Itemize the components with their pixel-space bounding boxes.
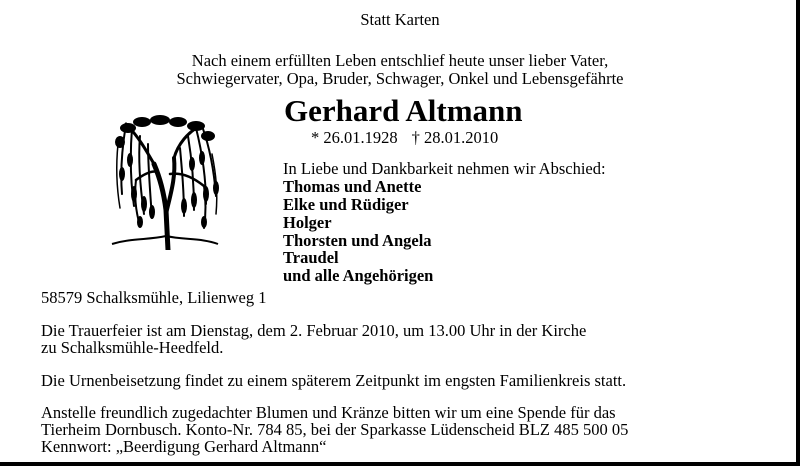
deceased-name: Gerhard Altmann [284, 93, 523, 128]
mourner-name: Thomas und Anette [283, 177, 422, 196]
donation-line-1: Anstelle freundlich zugedachter Blumen und Kränze bitten wir um eine Spende für das [41, 403, 616, 422]
mourner-name: und alle Angehörigen [283, 266, 434, 285]
intro-line-1: Nach einem erfüllten Leben entschlief heute unser lieber Vater, [191, 51, 609, 70]
mourner-name: Holger [283, 213, 332, 232]
urn-burial-line: Die Urnenbeisetzung findet zu einem späterem Zeitpunkt im engsten Familienkreis statt. [41, 371, 627, 390]
weeping-willow-icon [108, 114, 220, 250]
mourner-name: Traudel [283, 248, 339, 267]
donation-line-2: Tierheim Dornbusch. Konto-Nr. 784 85, bei der Sparkasse Lüdenscheid BLZ 485 500 05 [41, 420, 629, 439]
mourner-name: Thorsten und Angela [283, 231, 432, 250]
funeral-line-2: zu Schalksmühle-Heedfeld. [41, 338, 224, 357]
statt-karten-text: Statt Karten [360, 10, 440, 29]
donation-line-3: Kennwort: „Beerdigung Gerhard Altmann“ [41, 437, 327, 456]
address-line: 58579 Schalksmühle, Lilienweg 1 [41, 288, 267, 307]
funeral-line-1: Die Trauerfeier ist am Dienstag, dem 2. Februar 2010, um 13.00 Uhr in der Kirche [41, 321, 587, 340]
mourners-intro: In Liebe und Dankbarkeit nehmen wir Abschied: [283, 159, 606, 178]
birth-date: * 26.01.1928 [311, 128, 398, 147]
death-date: † 28.01.2010 [411, 128, 499, 147]
mourner-name: Elke und Rüdiger [283, 195, 409, 214]
intro-line-2: Schwiegervater, Opa, Bruder, Schwager, Onkel und Lebensgefährte [176, 69, 624, 88]
life-dates [311, 128, 498, 148]
